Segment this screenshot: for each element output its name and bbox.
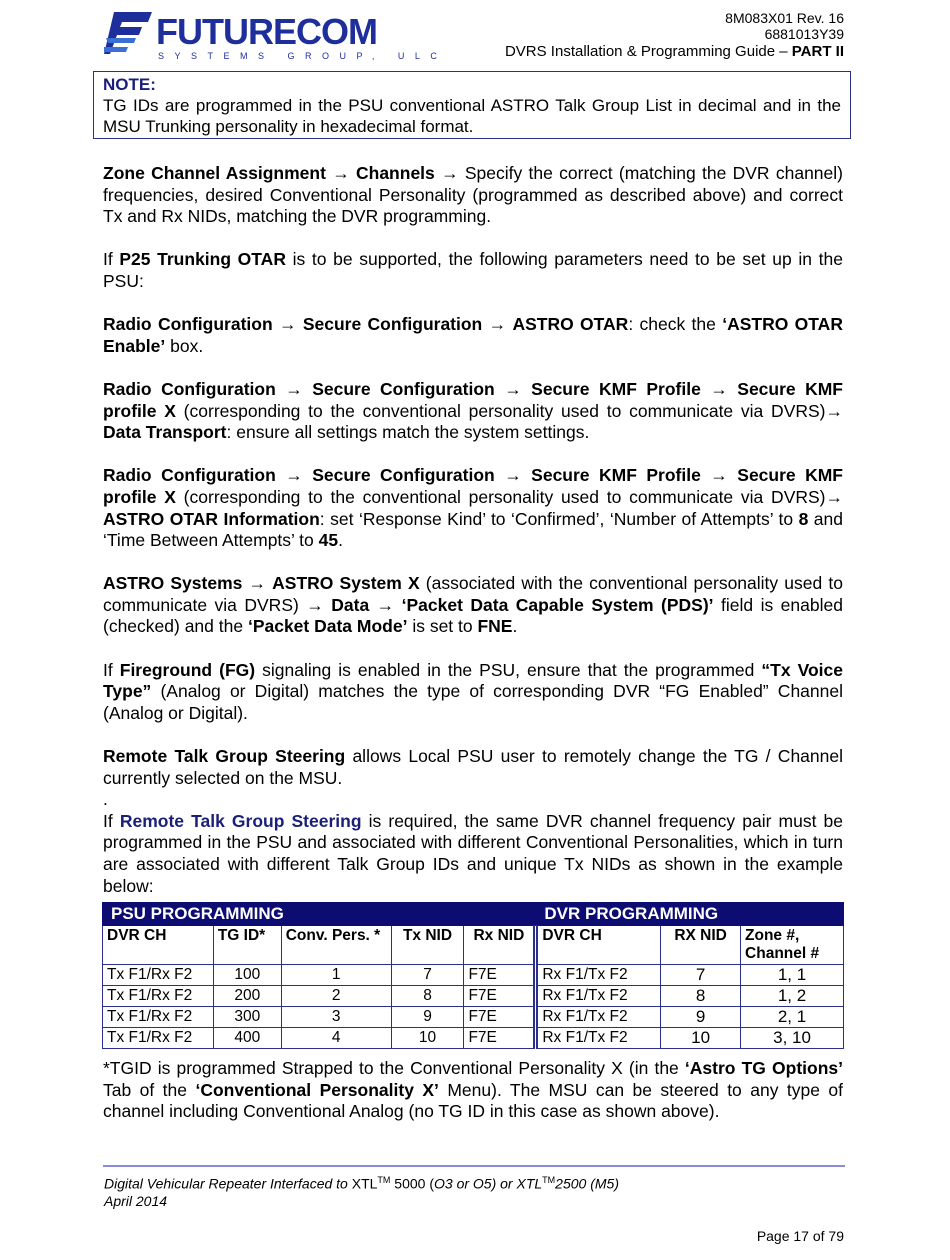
table-cell: 300 bbox=[213, 1007, 281, 1028]
column-header: Tx NID bbox=[391, 926, 464, 965]
table-cell: 2, 1 bbox=[741, 1007, 844, 1028]
column-header: Zone #, Channel # bbox=[741, 926, 844, 965]
table-cell: 7 bbox=[391, 965, 464, 986]
table-cell: Rx F1/Tx F2 bbox=[536, 1007, 661, 1028]
arrow-icon: → bbox=[441, 163, 459, 183]
footer-date: April 2014 bbox=[104, 1192, 168, 1209]
table-cell: 9 bbox=[391, 1007, 464, 1028]
paragraph-p25-otar: If P25 Trunking OTAR is to be supported, the following parameters need to be set up in the PSU: bbox=[103, 249, 843, 291]
table-cell: 4 bbox=[281, 1028, 391, 1049]
note-text: TG IDs are programmed in the PSU conventional ASTRO Talk Group List in decimal and in the MSU Trunking personality in hexadecimal format. bbox=[103, 96, 841, 136]
table-cell: 2 bbox=[281, 986, 391, 1007]
column-header: DVR CH bbox=[536, 926, 661, 965]
table-cell: 200 bbox=[213, 986, 281, 1007]
table-cell: Rx F1/Tx F2 bbox=[536, 1028, 661, 1049]
paragraph-fireground: If Fireground (FG) signaling is enabled in the PSU, ensure that the programmed “Tx Voice Type” (Analog or Digital) matches the type of corresponding DVR “FG Enabled” Channel (Analog or Digital). bbox=[103, 659, 843, 723]
body-content bbox=[103, 163, 843, 897]
table-row bbox=[103, 965, 844, 986]
table-column-headers bbox=[103, 926, 844, 965]
table-cell: Tx F1/Rx F2 bbox=[103, 1028, 214, 1049]
arrow-icon: → bbox=[285, 378, 303, 399]
table-cell: 3 bbox=[281, 1007, 391, 1028]
table-cell: Tx F1/Rx F2 bbox=[103, 965, 214, 986]
note-title: NOTE: bbox=[103, 75, 156, 94]
paragraph-remote-tg-steering: Remote Talk Group Steering allows Local PSU user to remotely change the TG / Channel currently selected on the MSU. bbox=[103, 746, 843, 788]
arrow-icon: → bbox=[825, 400, 843, 421]
table-cell: 9 bbox=[661, 1007, 741, 1028]
arrow-icon: → bbox=[504, 465, 522, 486]
document-identifier bbox=[505, 10, 844, 61]
table-cell: 1 bbox=[281, 965, 391, 986]
footer-product-line: Digital Vehicular Repeater Interfaced to XTL™ 5000 (O3 or O5) or XTL™2500 (M5) bbox=[104, 1175, 619, 1192]
column-header: Rx NID bbox=[464, 926, 536, 965]
arrow-icon: → bbox=[504, 378, 522, 399]
logo-mark-stripe-2 bbox=[104, 47, 128, 52]
logo-subtitle: SYSTEMS GROUP, ULC bbox=[158, 51, 448, 61]
arrow-icon: → bbox=[248, 573, 267, 594]
footer-text bbox=[104, 1172, 619, 1210]
table-cell: Tx F1/Rx F2 bbox=[103, 1007, 214, 1028]
psu-programming-title: PSU PROGRAMMING bbox=[103, 903, 536, 926]
column-header: RX NID bbox=[661, 926, 741, 965]
arrow-icon: → bbox=[488, 314, 507, 335]
arrow-icon: → bbox=[306, 594, 324, 615]
doc-number: 8M083X01 Rev. 16 bbox=[725, 10, 844, 26]
table-cell: 400 bbox=[213, 1028, 281, 1049]
table-cell: 7 bbox=[661, 965, 741, 986]
paragraph-data-transport: Radio Configuration → Secure Configuration → Secure KMF Profile → Secure KMF profile X (corresponding to the conventional personality used to communicate via DVRS)→ Data Transport: ensure all settings match the system settings. bbox=[103, 378, 843, 443]
paragraph-steering-required: If Remote Talk Group Steering is required, the same DVR channel frequency pair must be programmed in the PSU and associated with different Conventional Personalities, which in turn are associated with different Talk Group IDs and unique Tx NIDs as shown in the example below: bbox=[103, 810, 843, 896]
arrow-icon: → bbox=[332, 163, 350, 183]
arrow-icon: → bbox=[825, 486, 843, 507]
column-header: DVR CH bbox=[103, 926, 214, 965]
note-box bbox=[93, 71, 851, 139]
paragraph-astro-systems: ASTRO Systems → ASTRO System X (associated with the conventional personality used to communicate via DVRS) → Data → ‘Packet Data Capable System (PDS)’ field is enabled (checked) and the ‘Packet Data Mode’ is set to FNE. bbox=[103, 573, 843, 637]
arrow-icon: → bbox=[285, 465, 303, 486]
guide-part: PART II bbox=[791, 43, 844, 60]
table-row bbox=[103, 1028, 844, 1049]
table-cell: Rx F1/Tx F2 bbox=[536, 986, 661, 1007]
table-row bbox=[103, 1007, 844, 1028]
logo-wordmark: FUTURECOM bbox=[156, 11, 377, 52]
guide-title: DVRS Installation & Programming Guide – PART II bbox=[504, 43, 844, 60]
dvr-programming-title: DVR PROGRAMMING bbox=[536, 903, 844, 926]
paragraph-zone-channel: Zone Channel Assignment → Channels → Specify the correct (matching the DVR channel) frequencies, desired Conventional Personality (programmed as described above) and correct Tx and Rx NIDs, matching the DVR programming. bbox=[103, 163, 843, 227]
page-number: Page 17 of 79 bbox=[756, 1228, 844, 1244]
table-cell: F7E bbox=[464, 1007, 536, 1028]
table-cell: 10 bbox=[661, 1028, 741, 1049]
arrow-icon: → bbox=[710, 378, 728, 399]
arrow-icon: → bbox=[376, 594, 395, 615]
table-cell: 1, 1 bbox=[741, 965, 844, 986]
table-cell: 3, 10 bbox=[741, 1028, 844, 1049]
column-header: Conv. Pers. * bbox=[281, 926, 391, 965]
table-cell: F7E bbox=[464, 986, 536, 1007]
table-cell: 100 bbox=[213, 965, 281, 986]
programming-table bbox=[102, 902, 844, 1049]
paragraph-otar-information: Radio Configuration → Secure Configuration → Secure KMF Profile → Secure KMF profile X (corresponding to the conventional personality used to communicate via DVRS)→ ASTRO OTAR Information: set ‘Response Kind’ to ‘Confirmed’, ‘Number of Attempts’ to 8 and ‘Time Between Attempts’ to 45. bbox=[103, 465, 843, 551]
arrow-icon: → bbox=[279, 314, 297, 335]
table-cell: F7E bbox=[464, 965, 536, 986]
table-cell: F7E bbox=[464, 1028, 536, 1049]
table-cell: 8 bbox=[391, 986, 464, 1007]
stray-dot: . bbox=[103, 789, 108, 810]
logo-mark-stripe bbox=[106, 38, 136, 43]
table-cell: Tx F1/Rx F2 bbox=[103, 986, 214, 1007]
table-footnote: *TGID is programmed Strapped to the Conventional Personality X (in the ‘Astro TG Options’ Tab of the ‘Conventional Personality X’ Menu). The MSU can be steered to any type of channel including Conventional Analog (no TG ID in this case as shown above). bbox=[103, 1058, 843, 1122]
table-section-header bbox=[103, 903, 844, 926]
table-cell: 10 bbox=[391, 1028, 464, 1049]
footer-divider bbox=[103, 1165, 845, 1167]
paragraph-astro-otar: Radio Configuration → Secure Configuration → ASTRO OTAR: check the ‘ASTRO OTAR Enable’ box. bbox=[103, 314, 843, 356]
arrow-icon: → bbox=[710, 465, 728, 486]
part-number: 6881013Y39 bbox=[764, 26, 844, 42]
table-cell: 8 bbox=[661, 986, 741, 1007]
table-row bbox=[103, 986, 844, 1007]
table-cell: Rx F1/Tx F2 bbox=[536, 965, 661, 986]
table-cell: 1, 2 bbox=[741, 986, 844, 1007]
column-header: TG ID* bbox=[213, 926, 281, 965]
futurecom-logo bbox=[104, 10, 448, 62]
